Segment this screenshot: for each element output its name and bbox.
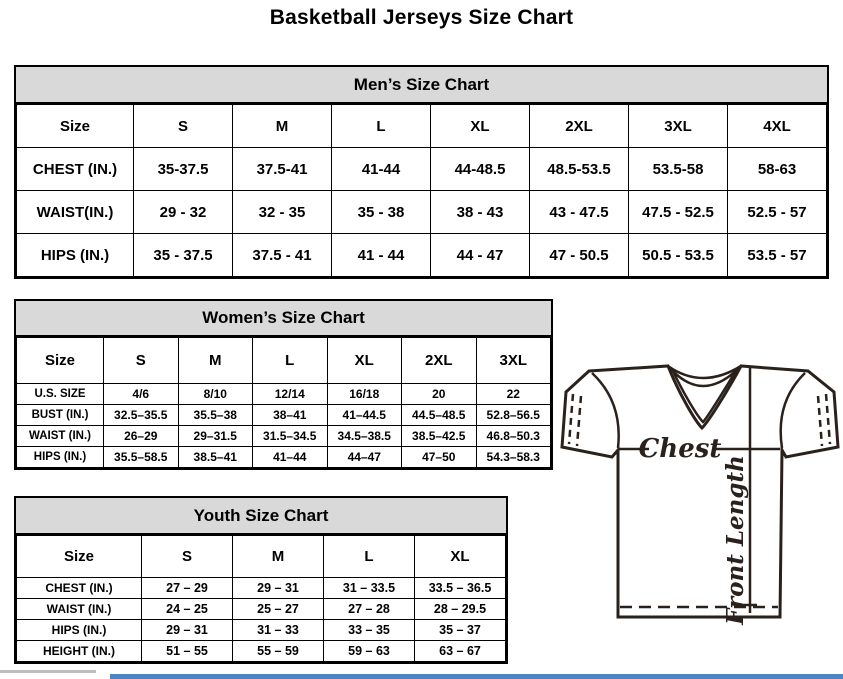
jersey-diagram-icon [556, 360, 843, 627]
measurement-value: 37.5-41 [233, 148, 332, 191]
measurement-value: 35 - 38 [332, 191, 431, 234]
measurement-value: 44-48.5 [431, 148, 530, 191]
measurement-row [17, 578, 506, 599]
measurement-value: 27 – 29 [142, 578, 233, 599]
measurement-value: 38.5–42.5 [402, 426, 477, 447]
measurement-value: 29 – 31 [142, 620, 233, 641]
size-column-header: M [178, 338, 253, 384]
mens-size-chart-title: Men’s Size Chart [16, 67, 827, 104]
measurement-value: 41–44 [253, 447, 328, 468]
left-cuff-stitch-1 [569, 394, 573, 444]
measurement-label: WAIST(IN.) [17, 191, 134, 234]
size-header-row [17, 338, 551, 384]
jersey-measurement-diagram [556, 360, 843, 627]
measurement-row [17, 599, 506, 620]
size-column-header: 2XL [530, 105, 629, 148]
measurement-value: 44 - 47 [431, 234, 530, 277]
measurement-value: 46.8–50.3 [476, 426, 551, 447]
measurement-value: 33.5 – 36.5 [415, 578, 506, 599]
measurement-value: 41 - 44 [332, 234, 431, 277]
measurement-value: 16/18 [327, 384, 402, 405]
measurement-value: 59 – 63 [324, 641, 415, 662]
size-column-header: 3XL [476, 338, 551, 384]
jersey-outline [562, 366, 838, 617]
measurement-value: 47 - 50.5 [530, 234, 629, 277]
measurement-label: WAIST (IN.) [17, 426, 104, 447]
measurement-value: 41–44.5 [327, 405, 402, 426]
size-column-header: L [324, 536, 415, 578]
size-column-header: L [253, 338, 328, 384]
measurement-value: 44–47 [327, 447, 402, 468]
front-length-label: Front Length [722, 455, 749, 625]
row-label-header: Size [17, 338, 104, 384]
womens-size-chart [14, 299, 553, 470]
right-cuff-stitch-2 [818, 396, 822, 446]
size-column-header: XL [431, 105, 530, 148]
measurement-value: 63 – 67 [415, 641, 506, 662]
size-column-header: 4XL [728, 105, 827, 148]
measurement-label: CHEST (IN.) [17, 578, 142, 599]
measurement-value: 20 [402, 384, 477, 405]
measurement-label: HEIGHT (IN.) [17, 641, 142, 662]
bottom-scrollbar-thumb[interactable] [110, 674, 843, 679]
measurement-value: 53.5-58 [629, 148, 728, 191]
measurement-label: U.S. SIZE [17, 384, 104, 405]
size-column-header: M [233, 536, 324, 578]
measurement-row [17, 620, 506, 641]
measurement-value: 54.3–58.3 [476, 447, 551, 468]
measurement-value: 22 [476, 384, 551, 405]
size-column-header: XL [415, 536, 506, 578]
left-cuff-stitch-2 [577, 396, 581, 446]
measurement-value: 52.5 - 57 [728, 191, 827, 234]
measurement-label: HIPS (IN.) [17, 620, 142, 641]
measurement-value: 35 - 37.5 [134, 234, 233, 277]
measurement-value: 29 – 31 [233, 578, 324, 599]
measurement-value: 28 – 29.5 [415, 599, 506, 620]
right-cuff-stitch-1 [826, 394, 830, 444]
measurement-label: CHEST (IN.) [17, 148, 134, 191]
measurement-value: 47.5 - 52.5 [629, 191, 728, 234]
measurement-value: 44.5–48.5 [402, 405, 477, 426]
measurement-value: 35-37.5 [134, 148, 233, 191]
right-armhole-seam [781, 373, 805, 448]
measurement-value: 34.5–38.5 [327, 426, 402, 447]
measurement-value: 25 – 27 [233, 599, 324, 620]
page-title: Basketball Jerseys Size Chart [269, 6, 574, 29]
size-column-header: M [233, 105, 332, 148]
measurement-value: 29–31.5 [178, 426, 253, 447]
size-column-header: 2XL [402, 338, 477, 384]
measurement-value: 31 – 33 [233, 620, 324, 641]
measurement-value: 51 – 55 [142, 641, 233, 662]
measurement-row [17, 148, 827, 191]
measurement-value: 53.5 - 57 [728, 234, 827, 277]
measurement-value: 29 - 32 [134, 191, 233, 234]
youth-size-chart [14, 496, 508, 664]
youth-size-table [16, 535, 506, 662]
measurement-value: 38.5–41 [178, 447, 253, 468]
measurement-value: 33 – 35 [324, 620, 415, 641]
measurement-value: 52.8–56.5 [476, 405, 551, 426]
measurement-value: 12/14 [253, 384, 328, 405]
left-armhole-seam [592, 373, 619, 448]
size-header-row [17, 536, 506, 578]
measurement-value: 32 - 35 [233, 191, 332, 234]
measurement-value: 31 – 33.5 [324, 578, 415, 599]
measurement-value: 31.5–34.5 [253, 426, 328, 447]
size-column-header: S [142, 536, 233, 578]
measurement-value: 35.5–58.5 [104, 447, 179, 468]
measurement-value: 8/10 [178, 384, 253, 405]
youth-size-chart-title: Youth Size Chart [16, 498, 506, 535]
measurement-value: 48.5-53.5 [530, 148, 629, 191]
measurement-row [17, 447, 551, 468]
chest-label: Chest [638, 434, 722, 464]
measurement-row [17, 234, 827, 277]
row-label-header: Size [17, 105, 134, 148]
row-label-header: Size [17, 536, 142, 578]
measurement-value: 43 - 47.5 [530, 191, 629, 234]
measurement-label: HIPS (IN.) [17, 447, 104, 468]
measurement-value: 55 – 59 [233, 641, 324, 662]
measurement-value: 4/6 [104, 384, 179, 405]
womens-size-chart-title: Women’s Size Chart [16, 301, 551, 337]
measurement-label: WAIST (IN.) [17, 599, 142, 620]
size-column-header: S [104, 338, 179, 384]
measurement-value: 27 – 28 [324, 599, 415, 620]
measurement-value: 38–41 [253, 405, 328, 426]
measurement-value: 32.5–35.5 [104, 405, 179, 426]
size-column-header: XL [327, 338, 402, 384]
size-header-row [17, 105, 827, 148]
womens-size-table [16, 337, 551, 468]
measurement-value: 35.5–38 [178, 405, 253, 426]
measurement-row [17, 191, 827, 234]
measurement-row [17, 384, 551, 405]
mens-size-chart [14, 65, 829, 279]
measurement-label: BUST (IN.) [17, 405, 104, 426]
measurement-row [17, 426, 551, 447]
mens-size-table [16, 104, 827, 277]
measurement-value: 37.5 - 41 [233, 234, 332, 277]
measurement-value: 50.5 - 53.5 [629, 234, 728, 277]
size-column-header: 3XL [629, 105, 728, 148]
measurement-row [17, 405, 551, 426]
measurement-value: 47–50 [402, 447, 477, 468]
size-column-header: S [134, 105, 233, 148]
measurement-row [17, 641, 506, 662]
measurement-label: HIPS (IN.) [17, 234, 134, 277]
measurement-value: 24 – 25 [142, 599, 233, 620]
measurement-value: 58-63 [728, 148, 827, 191]
measurement-value: 35 – 37 [415, 620, 506, 641]
scrollbar-fragment-left [0, 670, 96, 673]
size-column-header: L [332, 105, 431, 148]
measurement-value: 38 - 43 [431, 191, 530, 234]
measurement-value: 41-44 [332, 148, 431, 191]
measurement-value: 26–29 [104, 426, 179, 447]
